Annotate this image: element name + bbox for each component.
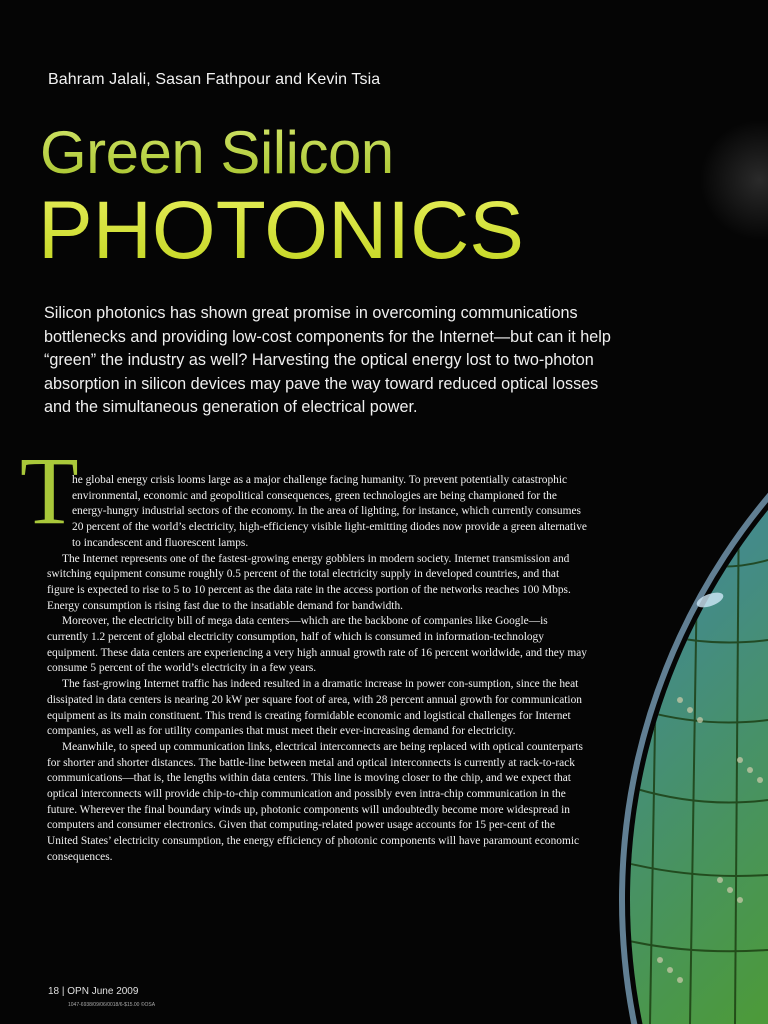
- paragraph-1: he global energy crisis looms large as a major challenge facing humanity. To prevent potentially catastrophic environmental, economic and geopolitical consequences, green technologies are being championed for the energy-hungry industrial sectors of the economy. In the area of lighting, for instance, which currently consumes 20 percent of the world’s electricity, high-efficiency visible light-emitting diodes now provide a green alternative to incandescent and fluorescent lamps.: [72, 474, 587, 549]
- authors-line: Bahram Jalali, Sasan Fathpour and Kevin Tsia: [48, 71, 381, 88]
- paragraph-5: Meanwhile, to speed up communication links, electrical interconnects are being replaced with optical counterparts for shorter and shorter distances. The battle-line between metal and optical interconnects is currently at rack-to-rack communications—that is, the lengths within data centers. This line is moving closer to the chip, and we expect that optical interconnects will provide chip-to-chip communication and possibly even intra-chip communication in the future. Wherever the final boundary winds up, photonic components will undoubtedly become more widespread in computers and consumer electronics. Given that computing-related power usage accounts for 15 per-cent of the United States’ electricity consumption, the energy efficiency of photonic components will have paramount economic consequences.: [47, 740, 583, 863]
- article-body: [47, 473, 587, 866]
- page-footer: 18 | OPN June 2009: [48, 986, 139, 997]
- title-line-2: PHOTONICS: [38, 185, 524, 276]
- drop-cap: T: [20, 437, 79, 544]
- paragraph-2: The Internet represents one of the fastest-growing energy gobblers in modern society. Internet transmission and switching equipment consume roughly 0.5 percent of the total electricity supply in developed countries, and that figure is expected to rise to 5 to 10 percent as the data rate in the access portion of the networks reaches 100 Mbps. Energy consumption is rising fast due to the insatiable demand for bandwidth.: [47, 552, 571, 612]
- article-deck: Silicon photonics has shown great promise in overcoming communications bottlenecks and providing low-cost components for the Internet—but can it help “green” the industry as well? Harvesting the optical energy lost to two-photon absorption in silicon devices may pave the way toward reduced optical losses and the simultaneous generation of electrical power.: [44, 304, 611, 416]
- footer-code: 1047-6938/09/06/0018/6-$15.00 ©OSA: [68, 1002, 156, 1008]
- title-line-1: Green Silicon: [40, 119, 394, 186]
- paragraph-3: Moreover, the electricity bill of mega data centers—which are the backbone of companies like Google—is currently 1.2 percent of global electricity consumption, half of which is consumed in information-technology equipment. These data centers are experiencing a very high annual growth rate of 16 percent worldwide, and they may consume 5 percent of the world’s electricity in a few years.: [47, 615, 588, 675]
- paragraph-4: The fast-growing Internet traffic has indeed resulted in a dramatic increase in power con-sumption, since the heat dissipated in data centers is nearing 20 kW per square foot of area, with 28 percent annual growth for communication equipment as its main constituent. This trend is creating formidable economic and logistical challenges for Internet companies, as well as for utility companies that must meet their ever-increasing demand for electricity.: [47, 678, 582, 738]
